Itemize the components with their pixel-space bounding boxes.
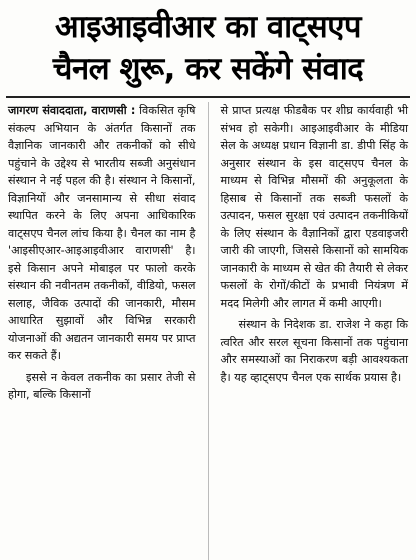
paragraph-3: से प्राप्त प्रत्यक्ष फीडबैक पर शीघ्र कार्यवाही भी संभव हो सकेगी। आइआइवीआर के मीडिया सेल के अध्यक्ष प्रधान विज्ञानी डा. डीपी सिंह के अनुसार संस्थान के इस वाट्सएप चैनल के माध्यम से विभिन्न मौसमों की अनुकूलता के हिसाब से किसानों तक सब्जी फसलों के उत्पादन, फसल सुरक्षा एवं उत्पादन तकनीकियों के लिए संस्थान के वैज्ञानिकों द्वारा एडवाइजरी जारी की जाएगी, जिससे किसानों को सामयिक जानकारी के माध्यम से खेत की तैयारी से लेकर फसलों के रोगों/कीटों के प्रभावी नियंत्रण में मदद मिलेगी और लागत में कमी आएगी। xyxy=(220,104,408,310)
paragraph-4: संस्थान के निदेशक डा. राजेश ने कहा कि त्वरित और सरल सूचना किसानों तक पहुंचाना और समस्याओं का निराकरण बड़ी आवश्यकता है। यह व्हाट्सएप चैनल एक सार्थक प्रयास है। xyxy=(220,318,408,384)
column-right xyxy=(221,102,409,560)
headline-line-1: आइआइवीआर का वाट्सएप xyxy=(55,9,361,45)
column-left xyxy=(8,102,196,560)
article-body xyxy=(0,98,416,560)
paragraph-1-text: विकसित कृषि संकल्प अभियान के अंतर्गत किसानों तक वैज्ञानिक जानकारी और तकनीकों को सीधे पहुंचाने के उद्देश्य से भारतीय सब्जी अनुसंधान संस्थान ने नई पहल की है। संस्थान ने किसानों, विज्ञानियों और जनसामान्य से सीधा संवाद स्थापित करने के लिए अपना आधिकारिक वाट्सएप चैनल लांच किया है। चैनल का नाम है 'आइसीएआर-आइआइवीआर वाराणसी' है। इसे किसान अपने मोबाइल पर फालो करके संस्थान की नवीनतम तकनीकों, वीडियो, फसल सलाह, जैविक उत्पादों की जानकारी, मौसम आधारित सुझावों और विभिन्न सरकारी योजनाओं की अद्यतन जानकारी समय पर प्राप्त कर सकते हैं। xyxy=(8,104,196,362)
column-divider xyxy=(208,102,209,560)
headline xyxy=(0,0,416,90)
byline: जागरण संवाददाता, वाराणसी : xyxy=(8,104,136,117)
paragraph-1 xyxy=(8,102,196,365)
paragraph-2: इससे न केवल तकनीक का प्रसार तेजी से होगा, बल्कि किसानों xyxy=(8,370,196,401)
headline-line-2: चैनल शुरू, कर सकेंगे संवाद xyxy=(52,51,364,87)
